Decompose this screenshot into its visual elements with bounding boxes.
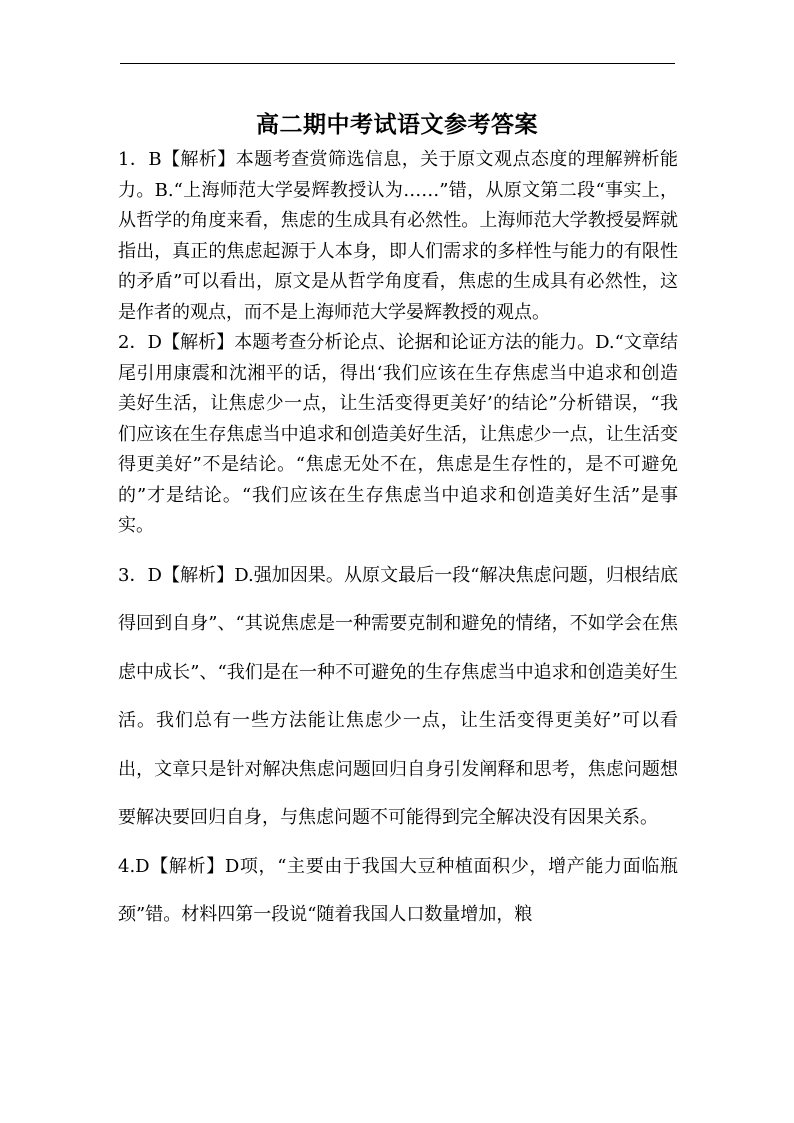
paragraph-gap: [118, 542, 678, 552]
page-title: 高二期中考试语文参考答案: [256, 111, 538, 138]
answer-item-4: 4.D【解析】D项，“主要由于我国大豆种植面积少，增产能力面临瓶颈”错。材料四第一段说“随着我国人口数量增加，粮: [118, 855, 678, 925]
answer-list: [118, 145, 678, 940]
header-rule: [120, 63, 675, 64]
answer-item-2: 2．D【解析】本题考查分析论点、论据和论证方法的能力。D.“文章结尾引用康震和沈湘平的话，得出‘我们应该在生存焦虑当中追求和创造美好生活，让焦虑少一点，让生活变得更美好’的结论”分析错误，“我们应该在生存焦虑当中追求和创造美好生活，让焦虑少一点，让生活变得更美好”不是结论。“焦虑无处不在，焦虑是生存性的，是不可避免的”才是结论。“我们应该在生存焦虑当中追求和创造美好生活”是事实。: [118, 332, 678, 536]
answer-item-3: 3．D【解析】D.强加因果。从原文最后一段“解决焦虑问题，归根结底得回到自身”、“其说焦虑是一种需要克制和避免的情绪，不如学会在焦虑中成长”、“我们是在一种不可避免的生存焦虑当中追求和创造美好生活。我们总有一些方法能让焦虑少一点，让生活变得更美好”可以看出，文章只是针对解决焦虑问题回归自身引发阐释和思考，焦虑问题想要解决要回归自身，与焦虑问题不可能得到完全解决没有因果关系。: [118, 564, 678, 828]
answer-item-1: 1．B【解析】本题考查赏筛选信息，关于原文观点态度的理解辨析能力。B.“上海师范大学晏辉教授认为……”错，从原文第二段“事实上，从哲学的角度来看，焦虑的生成具有必然性。上海师范大学教授晏辉就指出，真正的焦虑起源于人本身，即人们需求的多样性与能力的有限性的矛盾”可以看出，原文是从哲学角度看，焦虑的生成具有必然性，这是作者的观点，而不是上海师范大学晏辉教授的观点。: [118, 149, 678, 323]
